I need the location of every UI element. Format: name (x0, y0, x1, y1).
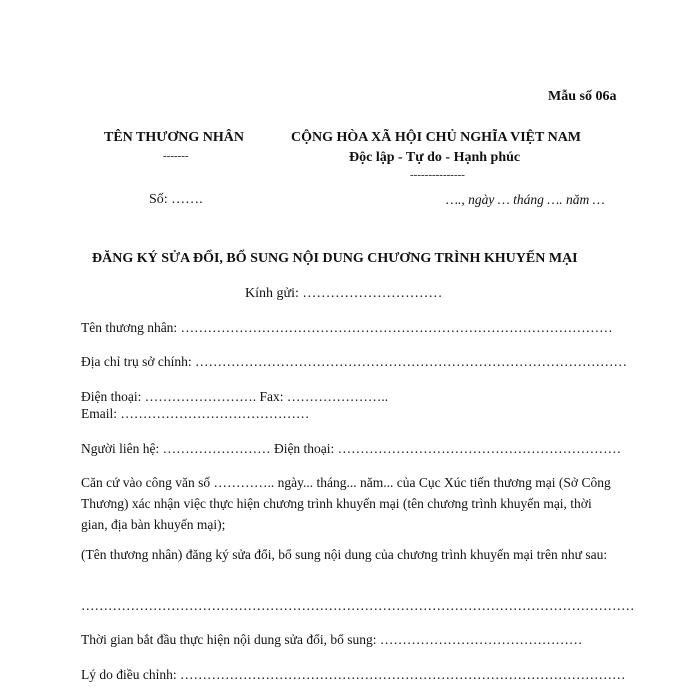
head-office-field: Địa chỉ trụ sở chính: …………………………………………………………………………………… (81, 354, 627, 369)
place-date-line: …., ngày … tháng …. năm … (446, 192, 605, 207)
national-title: CỘNG HÒA XÃ HỘI CHỦ NGHĨA VIỆT NAM (291, 130, 582, 145)
content-dotted-line: …………………………………………………………………………………………………………… (81, 598, 635, 613)
national-motto: Độc lập - Tự do - Hạnh phúc (349, 150, 521, 165)
contact-person-field: Người liên hệ: …………………… Điện thoại: ……………………………………………………… (81, 441, 622, 456)
email-field: Email: …………………………………… (81, 406, 310, 421)
recipient-line: Kính gửi: ………………………… (245, 286, 443, 301)
trader-name-header: TÊN THƯƠNG NHÂN (104, 130, 245, 145)
registration-paragraph: (Tên thương nhân) đăng ký sửa đổi, bổ sung nội dung của chương trình khuyến mại trên như sau: (81, 547, 608, 562)
adjustment-reason-field: Lý do điều chỉnh: ……………………………………………………………………………………… (81, 667, 626, 682)
form-number: Mẫu số 06a (548, 89, 617, 104)
trader-header-underline: ------- (163, 150, 189, 162)
document-number: Số: ……. (149, 192, 203, 207)
document-title: ĐĂNG KÝ SỬA ĐỔI, BỔ SUNG NỘI DUNG CHƯƠNG TRÌNH KHUYẾN MẠI (92, 251, 578, 266)
trader-name-field: Tên thương nhân: …………………………………………………………………………………… (81, 320, 613, 335)
basis-paragraph: Căn cứ vào công văn số ………….. ngày... tháng... năm... của Cục Xúc tiến thương mại (Sở Công Thương) xác nhận việc thực hiện chương trình khuyến mại (tên chương trình khuyến mại, thời gian, địa bàn khuyến mại); (81, 475, 611, 532)
phone-fax-field: Điện thoại: ……………………. Fax: ………………….. (81, 389, 389, 404)
motto-underline: --------------- (410, 169, 465, 181)
start-time-field: Thời gian bắt đầu thực hiện nội dung sửa đổi, bổ sung: ……………………………………… (81, 632, 583, 647)
